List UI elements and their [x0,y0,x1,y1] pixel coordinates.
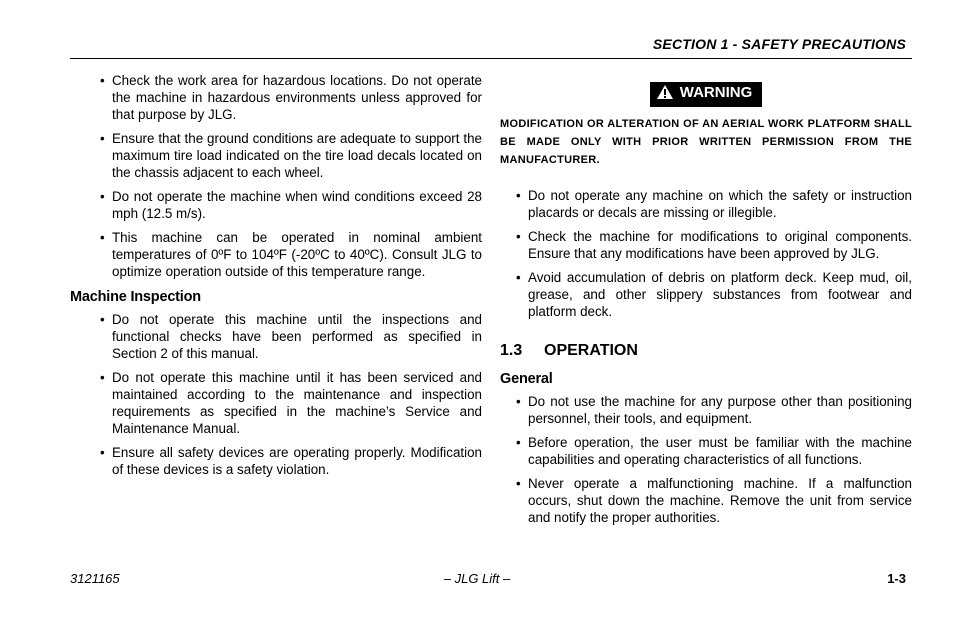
warning-banner [500,82,912,107]
header-rule [70,58,912,59]
list-item: • Do not operate the machine when wind conditions exceed 28 mph (12.5 m/s). [98,188,482,222]
list-item: • Do not operate this machine until it has been serviced and maintained according to the maintenance and inspection requirements as specified in the machine’s Service and Maintenance Manual. [98,369,482,437]
list-item: • Before operation, the user must be familiar with the machine capabilities and operating characteristics of all functions. [514,434,912,468]
general-heading: General [500,371,553,387]
section-header-title: SECTION 1 - SAFETY PRECAUTIONS [652,36,906,52]
list-item: • Ensure all safety devices are operating properly. Modification of these devices is a safety violation. [98,444,482,478]
section-number: 1.3 [500,342,523,359]
list-item: • Do not use the machine for any purpose other than positioning personnel, their tools, and equipment. [514,393,912,427]
machine-inspection-heading: Machine Inspection [70,289,201,305]
warning-text: MODIFICATION OR ALTERATION OF AN AERIAL WORK PLATFORM SHALL BE MADE ONLY WITH PRIOR WRITTEN PERMISSION FROM THE MANUFACTURER. [500,118,912,166]
list-item: • This machine can be operated in nominal ambient temperatures of 0ºF to 104ºF (-20ºC to 40ºC). Consult JLG to optimize operation outside of this temperature range. [98,229,482,280]
footer-doc-number: 3121165 [70,571,120,586]
warning-label: WARNING [679,84,753,101]
list-item: • Ensure that the ground conditions are adequate to support the maximum tire load indicated on the tire load decals located on the chassis adjacent to each wheel. [98,130,482,181]
general-precautions-list [84,72,482,280]
list-item: • Do not operate this machine until the inspections and functional checks have been performed as specified in Section 2 of this manual. [98,311,482,362]
general-list [500,393,912,526]
inspection-list [84,311,482,478]
section-title: OPERATION [544,342,638,359]
list-item: • Do not operate any machine on which the safety or instruction placards or decals are missing or illegible. [514,187,912,221]
warning-list [500,187,912,320]
list-item: • Never operate a malfunctioning machine. If a malfunction occurs, shut down the machine. Remove the unit from service and notify the proper authorities. [514,475,912,526]
footer-center-text: – JLG Lift – [443,571,511,586]
warning-triangle-icon [656,84,674,106]
left-column [70,72,482,485]
list-item: • Avoid accumulation of debris on platform deck. Keep mud, oil, grease, and other slippery substances from footwear and platform deck. [514,269,912,320]
right-column [500,72,912,533]
page-number: 1-3 [887,571,906,586]
section-heading [500,342,912,359]
warning-badge [650,82,763,107]
list-item: • Check the work area for hazardous locations. Do not operate the machine in hazardous environments unless approved for that purpose by JLG. [98,72,482,123]
list-item: • Check the machine for modifications to original components. Ensure that any modifications have been approved by JLG. [514,228,912,262]
